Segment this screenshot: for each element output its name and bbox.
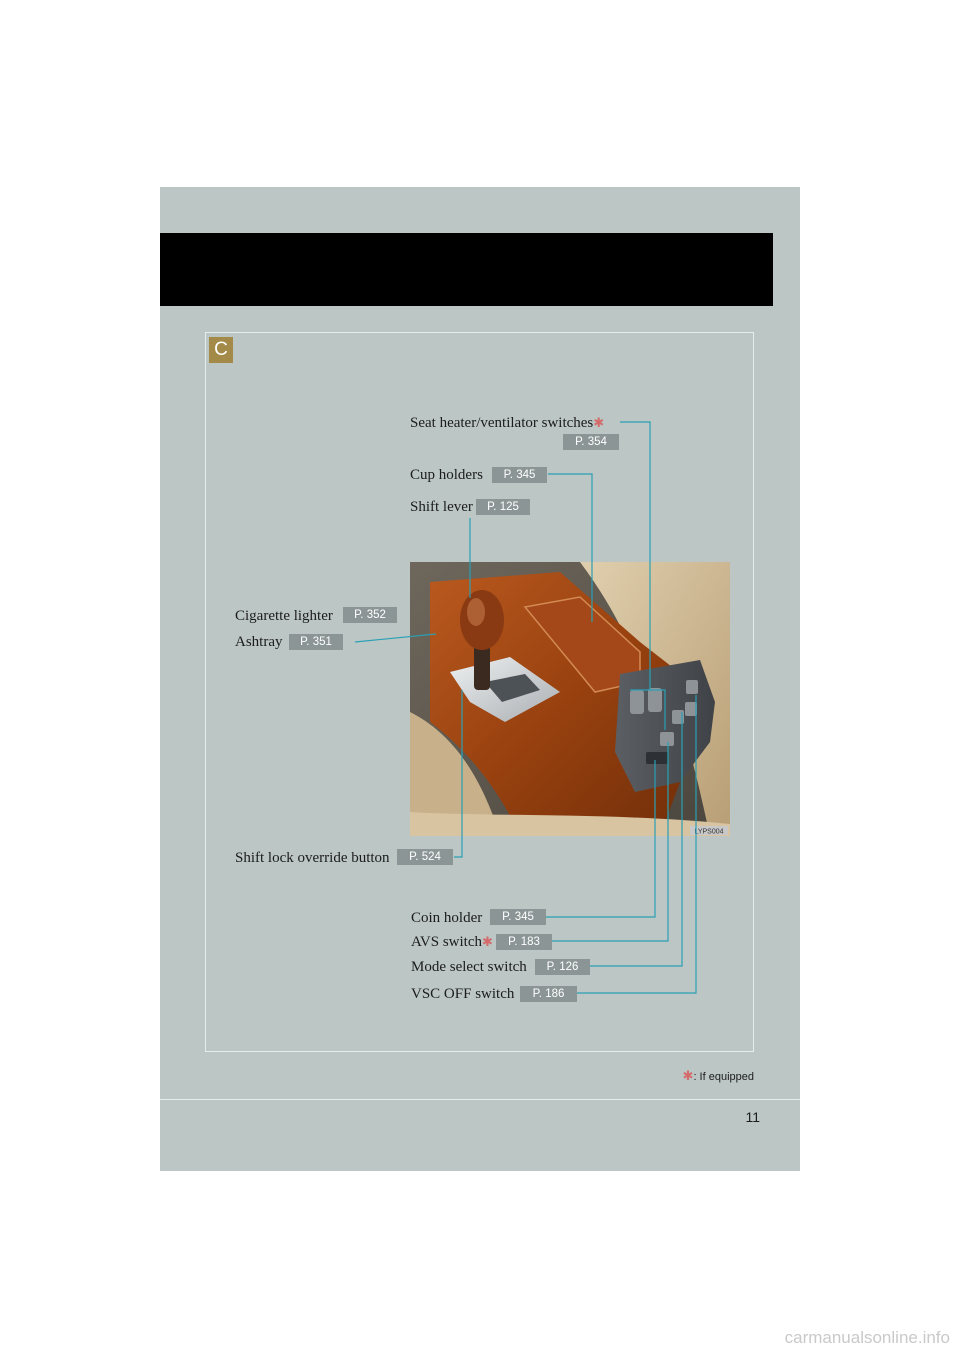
center-console-illustration xyxy=(410,562,730,836)
callout-avs-switch xyxy=(411,933,493,951)
photo-code-text: LYPS004 xyxy=(694,828,724,836)
if-equipped-star-icon: ✱ xyxy=(482,934,493,949)
header-bar xyxy=(160,233,773,306)
callout-shift-lock: Shift lock override button xyxy=(235,850,390,866)
ref-cigarette-lighter[interactable]: P. 352 xyxy=(343,607,397,623)
footer-rule xyxy=(160,1099,800,1100)
center-console-photo xyxy=(410,562,730,836)
ref-ashtray[interactable]: P. 351 xyxy=(289,634,343,650)
footnote-text: : If equipped xyxy=(693,1071,754,1083)
footnote-if-equipped xyxy=(640,1068,754,1084)
callout-avs-switch-label: AVS switch xyxy=(411,934,482,950)
callout-seat-heater xyxy=(410,414,604,432)
ref-cup-holders[interactable]: P. 345 xyxy=(492,467,547,483)
ref-seat-heater[interactable]: P. 354 xyxy=(563,434,619,450)
callout-coin-holder: Coin holder xyxy=(411,910,483,926)
ref-shift-lock[interactable]: P. 524 xyxy=(397,849,453,865)
if-equipped-star-icon: ✱ xyxy=(682,1068,694,1083)
callout-mode-select: Mode select switch xyxy=(411,959,527,975)
section-badge: C xyxy=(209,337,233,363)
callout-vsc-off: VSC OFF switch xyxy=(411,986,515,1002)
callout-cigarette-lighter: Cigarette lighter xyxy=(235,608,333,624)
callout-shift-lever: Shift lever xyxy=(410,499,473,515)
callout-ashtray: Ashtray xyxy=(235,634,283,650)
ref-shift-lever[interactable]: P. 125 xyxy=(476,499,530,515)
ref-vsc-off[interactable]: P. 186 xyxy=(520,986,577,1002)
ref-coin-holder[interactable]: P. 345 xyxy=(490,909,546,925)
callout-seat-heater-label: Seat heater/ventilator switches xyxy=(410,415,594,431)
if-equipped-star-icon: ✱ xyxy=(593,415,605,430)
callout-cup-holders: Cup holders xyxy=(410,467,483,483)
page-number: 11 xyxy=(745,1109,760,1125)
ref-avs-switch[interactable]: P. 183 xyxy=(496,934,552,950)
watermark: carmanualsonline.info xyxy=(784,1328,950,1347)
ref-mode-select[interactable]: P. 126 xyxy=(535,959,590,975)
